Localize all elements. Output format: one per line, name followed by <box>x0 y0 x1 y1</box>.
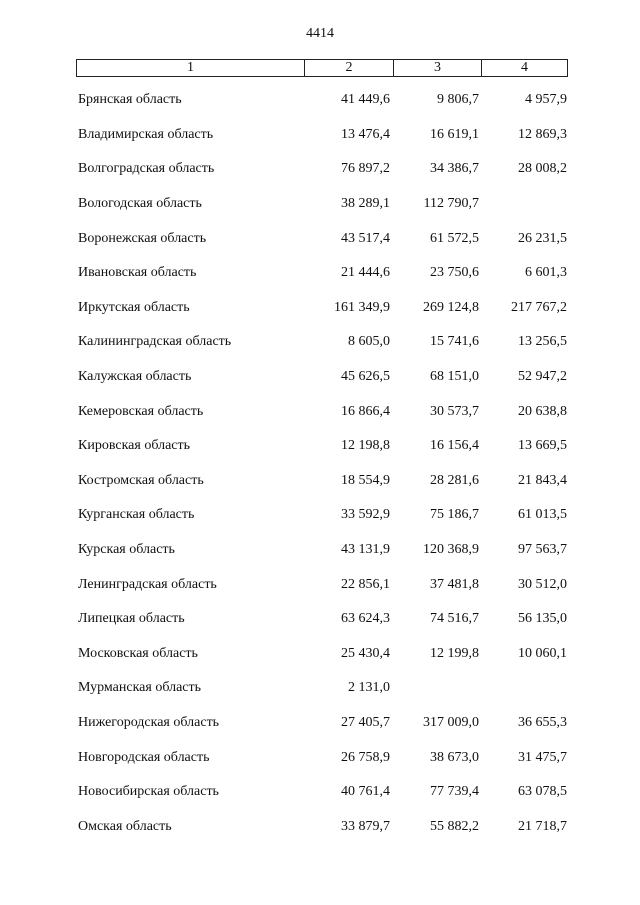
region-name: Вологодская область <box>78 196 202 212</box>
value-col-2: 76 897,2 <box>341 161 390 177</box>
value-col-2: 2 131,0 <box>348 680 390 696</box>
value-col-4: 217 767,2 <box>511 299 567 315</box>
header-cell-4: 4 <box>481 60 567 76</box>
value-col-2: 26 758,9 <box>341 749 390 765</box>
table-row <box>0 394 640 429</box>
value-col-4: 61 013,5 <box>518 507 567 523</box>
value-col-3: 9 806,7 <box>437 92 479 108</box>
header-cell-1: 1 <box>187 60 194 75</box>
value-col-4: 36 655,3 <box>518 714 567 730</box>
value-col-3: 75 186,7 <box>430 507 479 523</box>
value-col-4: 31 475,7 <box>518 749 567 765</box>
table-body <box>0 83 640 844</box>
table-row <box>0 740 640 775</box>
region-name: Нижегородская область <box>78 714 220 730</box>
region-name: Новосибирская область <box>78 784 219 800</box>
header-cell-2: 2 <box>304 60 393 76</box>
value-col-4: 52 947,2 <box>518 369 567 385</box>
value-col-2: 38 289,1 <box>341 196 390 212</box>
value-col-2: 25 430,4 <box>341 645 390 661</box>
table-row <box>0 152 640 187</box>
value-col-4: 21 718,7 <box>518 818 567 834</box>
table-row <box>0 83 640 118</box>
value-col-4: 30 512,0 <box>518 576 567 592</box>
value-col-2: 45 626,5 <box>341 369 390 385</box>
value-col-3: 317 009,0 <box>423 714 479 730</box>
value-col-2: 18 554,9 <box>341 472 390 488</box>
region-name: Брянская область <box>78 92 182 108</box>
table-row <box>0 602 640 637</box>
value-col-2: 40 761,4 <box>341 784 390 800</box>
region-name: Владимирская область <box>78 126 214 142</box>
table-row <box>0 118 640 153</box>
table-row <box>0 464 640 499</box>
value-col-2: 43 131,9 <box>341 542 390 558</box>
value-col-4: 10 060,1 <box>518 645 567 661</box>
table-row <box>0 671 640 706</box>
value-col-3: 112 790,7 <box>423 196 479 212</box>
value-col-3: 28 281,6 <box>430 472 479 488</box>
value-col-3: 15 741,6 <box>430 334 479 350</box>
table-row <box>0 498 640 533</box>
value-col-4: 26 231,5 <box>518 230 567 246</box>
region-name: Омская область <box>78 818 172 834</box>
value-col-3: 38 673,0 <box>430 749 479 765</box>
region-name: Волгоградская область <box>78 161 215 177</box>
table-row <box>0 256 640 291</box>
region-name: Курганская область <box>78 507 195 523</box>
table-row <box>0 221 640 256</box>
value-col-3: 269 124,8 <box>423 299 479 315</box>
value-col-2: 21 444,6 <box>341 265 390 281</box>
value-col-4: 56 135,0 <box>518 611 567 627</box>
region-name: Воронежская область <box>78 230 207 246</box>
value-col-3: 16 156,4 <box>430 438 479 454</box>
value-col-2: 12 198,8 <box>341 438 390 454</box>
value-col-3: 77 739,4 <box>430 784 479 800</box>
region-name: Костромская область <box>78 472 204 488</box>
value-col-3: 16 619,1 <box>430 126 479 142</box>
value-col-2: 33 592,9 <box>341 507 390 523</box>
value-col-4: 12 869,3 <box>518 126 567 142</box>
header-cell-3: 3 <box>393 60 481 76</box>
value-col-4: 63 078,5 <box>518 784 567 800</box>
region-name: Калужская область <box>78 369 192 385</box>
region-name: Кемеровская область <box>78 403 204 419</box>
region-name: Ивановская область <box>78 265 197 281</box>
table-row <box>0 291 640 326</box>
region-name: Калининградская область <box>78 334 232 350</box>
value-col-3: 61 572,5 <box>430 230 479 246</box>
region-name: Мурманская область <box>78 680 202 696</box>
region-name: Ленинградская область <box>78 576 217 592</box>
table-row <box>0 429 640 464</box>
value-col-3: 55 882,2 <box>430 818 479 834</box>
table-row <box>0 637 640 672</box>
value-col-3: 34 386,7 <box>430 161 479 177</box>
region-name: Курская область <box>78 542 175 558</box>
table-row <box>0 567 640 602</box>
region-name: Липецкая область <box>78 611 185 627</box>
value-col-4: 4 957,9 <box>525 92 567 108</box>
value-col-3: 120 368,9 <box>423 542 479 558</box>
table-row <box>0 809 640 844</box>
value-col-3: 68 151,0 <box>430 369 479 385</box>
value-col-2: 8 605,0 <box>348 334 390 350</box>
value-col-2: 16 866,4 <box>341 403 390 419</box>
value-col-2: 161 349,9 <box>334 299 390 315</box>
table-row <box>0 775 640 810</box>
value-col-2: 41 449,6 <box>341 92 390 108</box>
value-col-2: 43 517,4 <box>341 230 390 246</box>
value-col-4: 13 256,5 <box>518 334 567 350</box>
value-col-3: 74 516,7 <box>430 611 479 627</box>
value-col-4: 97 563,7 <box>518 542 567 558</box>
value-col-2: 27 405,7 <box>341 714 390 730</box>
value-col-2: 13 476,4 <box>341 126 390 142</box>
value-col-2: 63 624,3 <box>341 611 390 627</box>
table-row <box>0 706 640 741</box>
value-col-2: 33 879,7 <box>341 818 390 834</box>
value-col-4: 20 638,8 <box>518 403 567 419</box>
region-name: Иркутская область <box>78 299 190 315</box>
value-col-3: 37 481,8 <box>430 576 479 592</box>
value-col-4: 21 843,4 <box>518 472 567 488</box>
table-header <box>76 59 568 77</box>
region-name: Новгородская область <box>78 749 210 765</box>
region-name: Кировская область <box>78 438 191 454</box>
table-row <box>0 187 640 222</box>
value-col-3: 23 750,6 <box>430 265 479 281</box>
value-col-4: 28 008,2 <box>518 161 567 177</box>
region-name: Московская область <box>78 645 198 661</box>
table-row <box>0 325 640 360</box>
value-col-3: 30 573,7 <box>430 403 479 419</box>
value-col-3: 12 199,8 <box>430 645 479 661</box>
page-number: 4414 <box>306 26 334 41</box>
table-row <box>0 360 640 395</box>
table-row <box>0 533 640 568</box>
value-col-2: 22 856,1 <box>341 576 390 592</box>
value-col-4: 13 669,5 <box>518 438 567 454</box>
value-col-4: 6 601,3 <box>525 265 567 281</box>
